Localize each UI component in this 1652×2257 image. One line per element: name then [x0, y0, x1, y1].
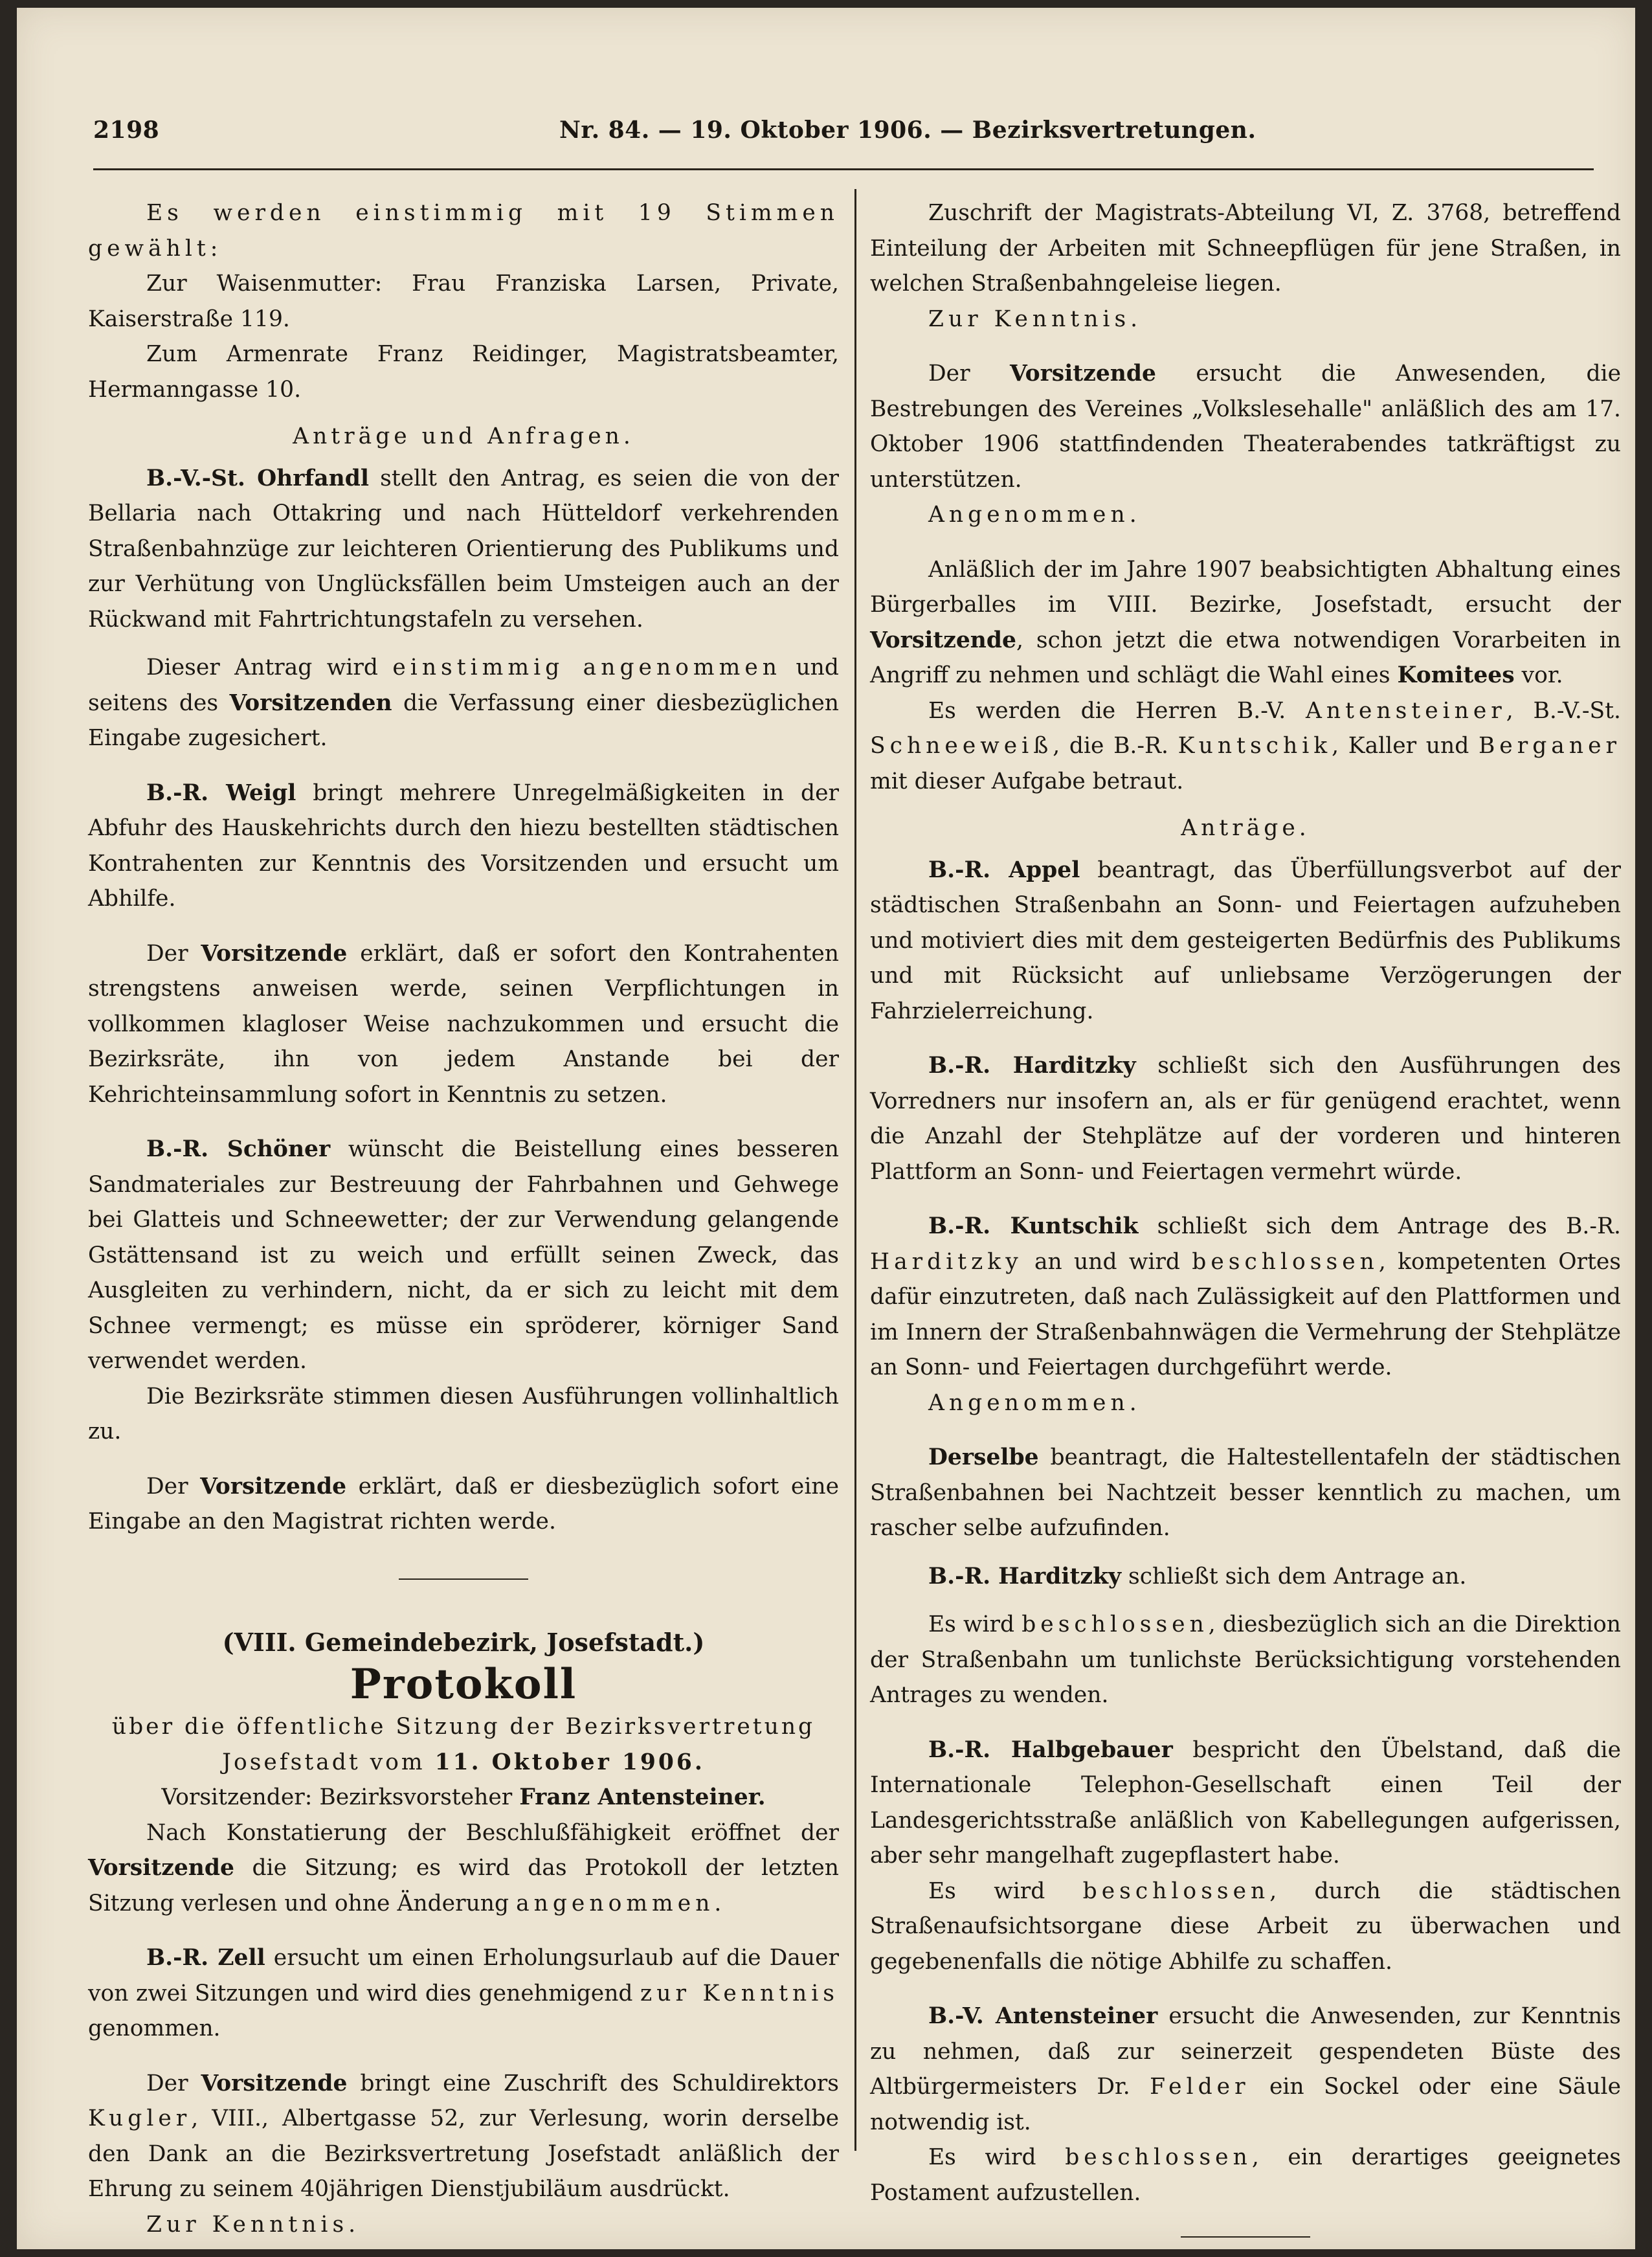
protokoll-subtitle-1: über die öffentliche Sitzung der Bezirksvertretung	[111, 1714, 816, 1740]
resolution-strassenaufsicht: Es wird beschlossen, durch die städtischen Straßenaufsichtsorgane diese Arbeit zu überwachen und gegebenenfalls die nötige Abhilfe zu schaffen.	[870, 1878, 1621, 1975]
support-harditzky: B.-R. Harditzky schließt sich dem Antrage an.	[928, 1563, 1467, 1589]
motion-halbgebauer: B.-R. Halbgebauer bespricht den Übelstand, daß die Internationale Telephon-Gesellschaft einen Teil der Landesgerichtsstraße anläßlich von Kabellegungen aufgerissen, aber sehr mangelhaft zugepflastert habe.	[870, 1736, 1621, 1869]
section-separator	[399, 1578, 528, 1580]
chair-volkslesehalle: Der Vorsitzende ersucht die Anwesenden, die Bestrebungen des Vereines „Volkslesehalle" anläßlich des am 17. Oktober 1906 stattfindenden Theaterabendes tatkräftigst zu unterstützen.	[870, 361, 1621, 493]
accepted-volkslesehalle: Angenommen.	[928, 502, 1141, 528]
session-opening: Nach Konstatierung der Beschlußfähigkeit eröffnet der Vorsitzende die Sitzung; es wird das Protokoll der letzten Sitzung verlesen und ohne Änderung angenommen.	[88, 1819, 839, 1916]
motion-ohrfandl-result: Dieser Antrag wird einstimmig angenommen und seitens des Vorsitzenden die Verfassung einer diesbezüglichen Eingabe zugesichert.	[88, 655, 839, 751]
motion-appel: B.-R. Appel beantragt, das Überfüllungsverbot auf der städtischen Straßenbahn an Sonn- und Feiertagen aufzuheben und motiviert dies mit dem gesteigerten Bedürfnis des Publikums und mit Rücksicht auf unliebsame Verzögerungen der Fahrzielerreichung.	[870, 857, 1621, 1024]
heading-antraege-anfragen: Anträge und Anfragen.	[293, 423, 634, 449]
section-title: (VIII. Gemeindebezirk, Josefstadt.)	[222, 1627, 705, 1657]
request-zell: B.-R. Zell ersucht um einen Erholungsurlaub auf die Dauer von zwei Sitzungen und wird dies genehmigend zur Kenntnis genommen.	[88, 1945, 839, 2041]
resolution-postament: Es wird beschlossen, ein derartiges geeignetes Postament aufzustellen.	[870, 2144, 1622, 2206]
right-column	[870, 196, 1621, 2238]
election-armenrat: Zum Armenrate Franz Reidinger, Magistratsbeamter, Hermanngasse 10.	[88, 341, 839, 403]
protokoll-heading: Protokoll	[350, 1660, 577, 1709]
motion-antensteiner: B.-V. Antensteiner ersucht die Anwesenden, zur Kenntnis zu nehmen, daß zur seinerzeit gespendeten Büste des Altbürgermeisters Dr. Felder ein Sockel oder eine Säule notwendig ist.	[870, 2003, 1621, 2135]
letter-kugler: Der Vorsitzende bringt eine Zuschrift des Schuldirektors Kugler, VIII., Albertgasse 52, zur Verlesung, worin derselbe den Dank an die Bezirksvertretung Josefstadt anläßlich der Ehrung zu seinem 40jährigen Dienstjubiläum ausdrückt.	[88, 2070, 839, 2202]
protokoll-subtitle-2: Josefstadt vom 11. Oktober 1906.	[222, 1749, 705, 1775]
end-separator	[1181, 2236, 1310, 2238]
running-title: Nr. 84. — 19. Oktober 1906. — Bezirksvertretungen.	[559, 117, 1256, 144]
motion-ohrfandl: B.-V.-St. Ohrfandl stellt den Antrag, es seien die von der Bellaria nach Ottakring und nach Hütteldorf verkehrenden Straßenbahnzüge zur leichteren Orientierung des Publikums und zur Verhütung von Unglücksfällen beim Umsteigen auch an der Rückwand mit Fahrtrichtungstafeln zu versehen.	[88, 465, 839, 633]
header-rule	[93, 168, 1594, 170]
election-intro: Es werden einstimmig mit 19 Stimmen gewählt:	[88, 200, 839, 262]
motion-harditzky: B.-R. Harditzky schließt sich den Ausführungen des Vorredners nur insofern an, als er für genügend erachtet, wenn die Anzahl der Stehplätze auf der vorderen und hinteren Plattform an Sonn- und Feiertagen vermehrt würde.	[870, 1053, 1621, 1185]
chairman-line: Vorsitzender: Bezirksvorsteher Franz Antensteiner.	[161, 1784, 766, 1810]
buergerball: Anläßlich der im Jahre 1907 beabsichtigten Abhaltung eines Bürgerballes im VIII. Bezirke, Josefstadt, ersucht der Vorsitzende, schon jetzt die etwa notwendigen Vorarbeiten in Angriff zu nehmen und schlägt die Wahl eines Komitees vor.	[870, 556, 1621, 688]
motion-derselbe: Derselbe beantragt, die Haltestellentafeln der städtischen Straßenbahnen bei Nachtzeit besser kenntlich zu machen, um rascher selbe aufzufinden.	[870, 1444, 1621, 1541]
noted-magistrat: Zur Kenntnis.	[928, 306, 1143, 332]
newspaper-page	[17, 8, 1635, 2249]
page-number: 2198	[93, 117, 160, 144]
chair-reply-schoener: Der Vorsitzende erklärt, daß er diesbezüglich sofort eine Eingabe an den Magistrat richten werde.	[88, 1473, 839, 1534]
resolution-direktion: Es wird beschlossen, diesbezüglich sich an die Direktion der Straßenbahn um tunlichste Berücksichtigung vorstehenden Antrages zu wenden.	[870, 1611, 1621, 1708]
motion-weigl: B.-R. Weigl bringt mehrere Unregelmäßigkeiten in der Abfuhr des Hauskehrichts durch den hiezu bestellten städtischen Kontrahenten zur Kenntnis des Vorsitzenden und ersucht um Abhilfe.	[88, 780, 839, 912]
election-waisenmutter: Zur Waisenmutter: Frau Franziska Larsen, Private, Kaiserstraße 119.	[88, 271, 839, 332]
accepted-kuntschik: Angenommen.	[928, 1389, 1141, 1416]
chair-reply-weigl: Der Vorsitzende erklärt, daß er sofort den Kontrahenten strengstens anweisen werde, seinen Verpflichtungen in vollkommen klagloser Weise nachzukommen und ersucht die Bezirksräte, ihn von jedem Anstande bei der Kehrichteinsammlung sofort in Kenntnis zu setzen.	[88, 940, 839, 1108]
councillors-agree: Die Bezirksräte stimmen diesen Ausführungen vollinhaltlich zu.	[88, 1383, 839, 1444]
motion-schoener: B.-R. Schöner wünscht die Beistellung eines besseren Sandmateriales zur Bestreuung der Fahrbahnen und Gehwege bei Glatteis und Schneewetter; der zur Verwendung gelangende Gstättensand ist zu weich und erfüllt seinen Zweck, das Ausgleiten zu verhindern, nicht, da er sich zu leicht mit dem Schnee vermengt; es müsse ein spröderer, körniger Sand verwendet werden.	[88, 1136, 839, 1374]
noted-kugler: Zur Kenntnis.	[146, 2211, 361, 2238]
motion-kuntschik: B.-R. Kuntschik schließt sich dem Antrage des B.-R. Harditzky an und wird beschlossen, kompetenten Ortes dafür einzutreten, daß nach Zulässigkeit auf den Plattformen und im Innern der Straßenbahnwägen die Vermehrung der Stehplätze an Sonn- und Feiertagen durchgeführt werde.	[870, 1213, 1621, 1380]
heading-antraege: Anträge.	[1181, 815, 1310, 841]
letter-magistrat: Zuschrift der Magistrats-Abteilung VI, Z. 3768, betreffend Einteilung der Arbeiten mit Schneepflügen für jene Straßen, in welchen Straßenbahngeleise liegen.	[870, 200, 1621, 297]
column-divider	[854, 189, 856, 2151]
committee-members: Es werden die Herren B.-V. Antensteiner, B.-V.-St. Schneeweiß, die B.-R. Kuntschik, Kaller und Berganer mit dieser Aufgabe betraut.	[870, 697, 1621, 794]
left-column	[88, 196, 839, 2242]
page-header	[93, 117, 1585, 155]
